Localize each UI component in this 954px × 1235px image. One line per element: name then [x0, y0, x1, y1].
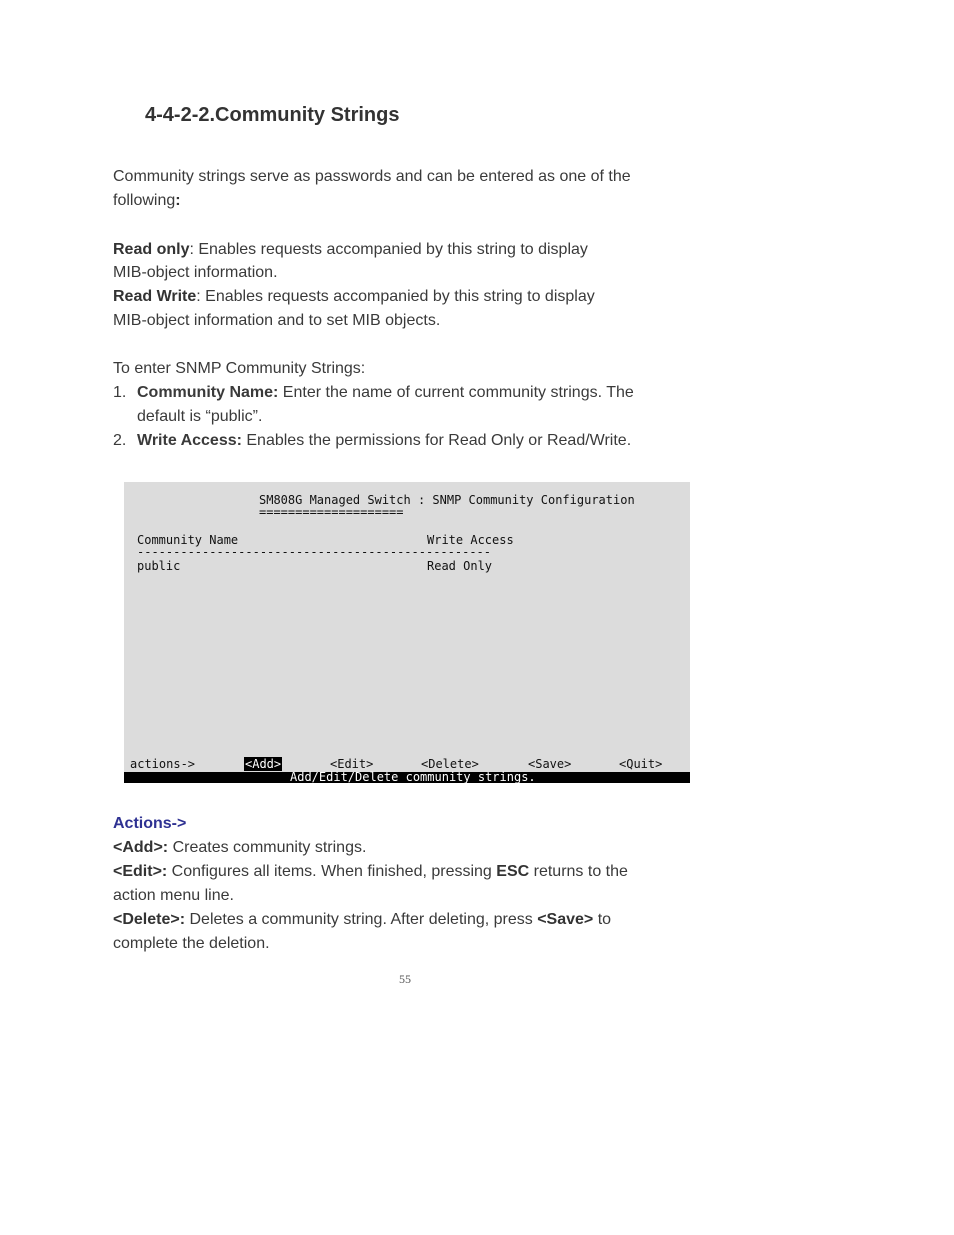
- read-write-desc: : Enables requests accompanied by this string to display: [196, 288, 595, 305]
- intro-line-1: Community strings serve as passwords and can be entered as one of the: [113, 168, 631, 185]
- terminal-action-menu: [124, 757, 690, 771]
- delete-term: <Delete>:: [113, 911, 186, 928]
- esc-key: ESC: [496, 863, 530, 880]
- read-write-term: Read Write: [113, 288, 197, 305]
- step-term: Community Name:: [137, 384, 279, 401]
- step-item-2: [113, 429, 713, 453]
- add-term: <Add>:: [113, 839, 169, 856]
- intro-colon: :: [175, 192, 181, 209]
- menu-actions-label: actions->: [130, 757, 196, 771]
- delete-text-end: to: [593, 911, 612, 928]
- edit-term: <Edit>:: [113, 863, 168, 880]
- intro-line-2: [113, 189, 181, 213]
- menu-delete-button[interactable]: <Delete>: [421, 757, 479, 771]
- add-text: Creates community strings.: [168, 839, 367, 856]
- menu-save-button[interactable]: <Save>: [528, 757, 572, 771]
- read-write-line-1: [113, 285, 595, 309]
- step-number: 2.: [113, 432, 127, 449]
- add-description: [113, 836, 366, 860]
- menu-quit-button[interactable]: <Quit>: [619, 757, 663, 771]
- actions-title: [113, 812, 186, 836]
- steps-intro: To enter SNMP Community Strings:: [113, 360, 366, 377]
- step-line-1: [137, 381, 634, 405]
- column-header-community-name: Community Name: [137, 533, 239, 547]
- menu-edit-button[interactable]: <Edit>: [330, 757, 374, 771]
- row-write-access: Read Only: [427, 559, 493, 573]
- step-number: 1.: [113, 384, 127, 401]
- step-item-1: [113, 381, 713, 429]
- edit-description-line-1: [113, 860, 628, 884]
- terminal-screenshot: [124, 482, 690, 783]
- page-number: 55: [399, 972, 411, 986]
- read-only-line-1: [113, 238, 588, 262]
- read-write-line-2: MIB-object information and to set MIB objects.: [113, 312, 441, 329]
- read-only-desc: : Enables requests accompanied by this string to display: [189, 241, 588, 258]
- column-separator: -------------------------------------------------: [137, 545, 492, 559]
- terminal-title: SM808G Managed Switch : SNMP Community Configuration: [259, 493, 635, 507]
- menu-add-button[interactable]: <Add>: [245, 757, 282, 771]
- status-text: Add/Edit/Delete community strings.: [290, 770, 536, 783]
- step-desc: Enables the permissions for Read Only or Read/Write.: [241, 432, 632, 449]
- edit-description-line-2: action menu line.: [113, 887, 234, 904]
- read-only-line-2: MIB-object information.: [113, 264, 278, 281]
- save-key: <Save>: [537, 911, 594, 928]
- actions-title-text: Actions->: [113, 815, 187, 832]
- terminal-status-bar: [124, 772, 690, 783]
- intro-line-2-text: following: [113, 192, 176, 209]
- read-only-term: Read only: [113, 241, 190, 258]
- delete-text: Deletes a community string. After deleting, press: [185, 911, 538, 928]
- step-line-1: [137, 429, 631, 453]
- step-term: Write Access:: [137, 432, 242, 449]
- edit-text-end: returns to the: [529, 863, 628, 880]
- delete-description-line-2: complete the deletion.: [113, 935, 270, 952]
- row-community-name: public: [137, 559, 181, 573]
- step-desc: Enter the name of current community strings. The: [278, 384, 634, 401]
- section-heading: 4-4-2-2.Community Strings: [145, 104, 400, 126]
- column-header-write-access: Write Access: [427, 533, 514, 547]
- delete-description-line-1: [113, 908, 611, 932]
- step-line-2: default is “public”.: [137, 408, 263, 425]
- edit-text: Configures all items. When finished, pressing: [167, 863, 497, 880]
- terminal-title-underline: ====================: [259, 505, 404, 519]
